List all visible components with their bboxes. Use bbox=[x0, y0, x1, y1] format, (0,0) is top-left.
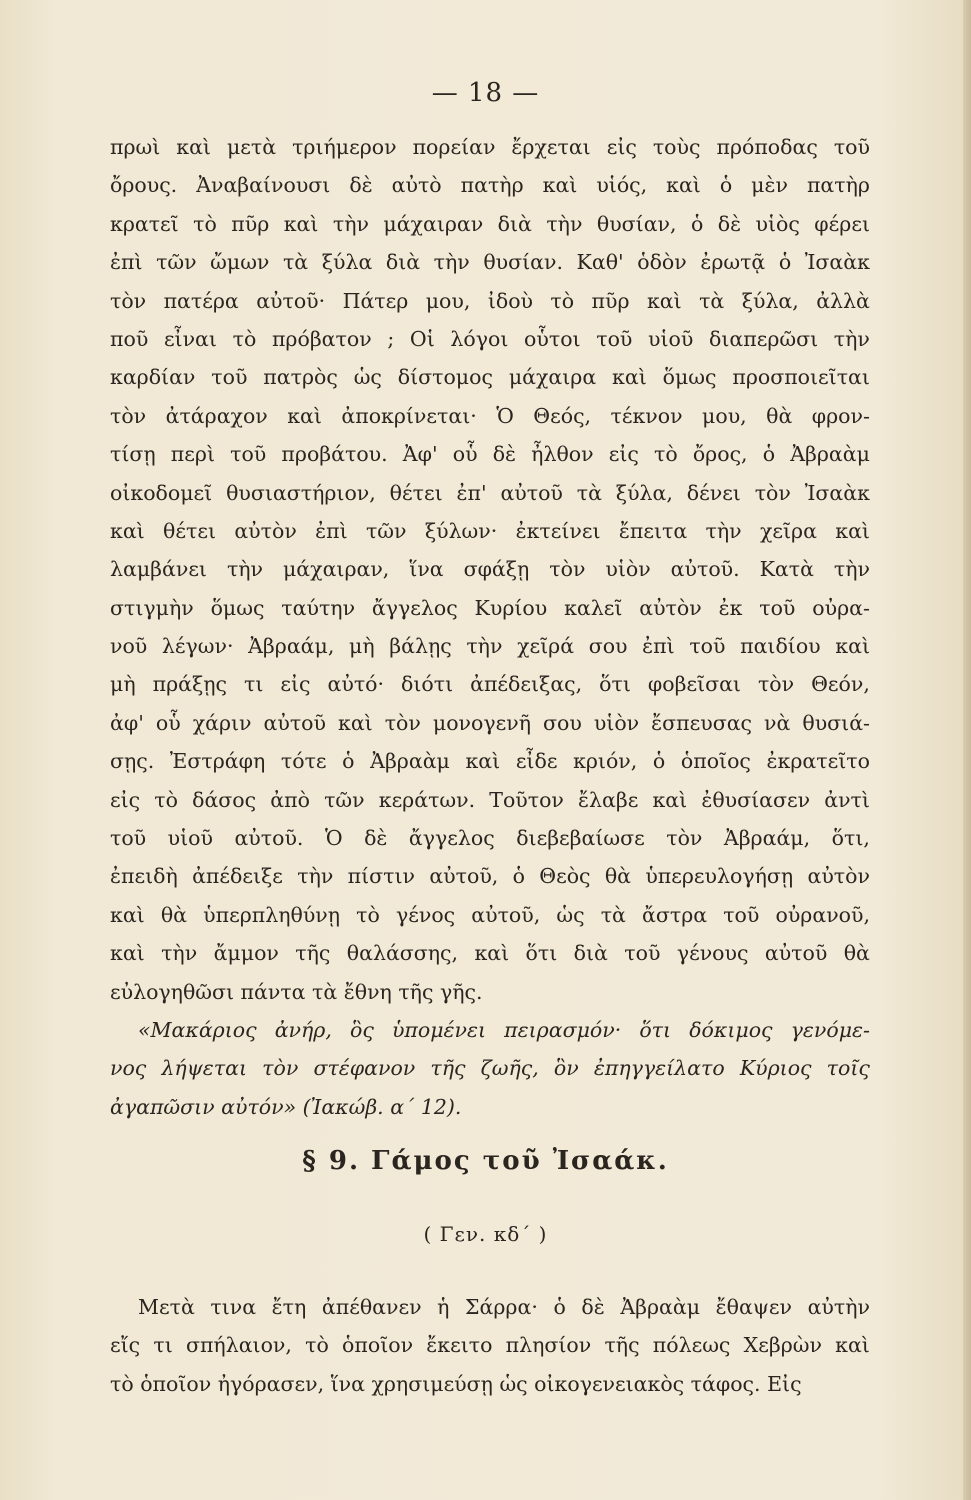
text-line: πρωὶ καὶ μετὰ τριήμερον πορείαν ἔρχεται εἰς τοὺς πρόποδας τοῦ bbox=[110, 135, 870, 159]
text-line: τίσῃ περὶ τοῦ προβάτου. Ἀφ' οὗ δὲ ἦλθον εἰς τὸ ὄρος, ὁ Ἀβραὰμ bbox=[110, 442, 870, 467]
text-line: στιγμὴν ὅμως ταύτην ἄγγελος Κυρίου καλεῖ αὐτὸν ἐκ τοῦ οὐρα- bbox=[110, 595, 870, 620]
text-line: εἰς τὸ δάσος ἀπὸ τῶν κεράτων. Τοῦτον ἔλαβε καὶ ἐθυσίασεν ἀντὶ bbox=[110, 787, 870, 812]
text-line: νοῦ λέγων· Ἀβραάμ, μὴ βάλῃς τὴν χεῖρά σου ἐπὶ τοῦ παιδίου καὶ bbox=[110, 634, 870, 659]
text-line: εἴς τι σπήλαιον, τὸ ὁποῖον ἔκειτο πλησίον τῆς πόλεως Χεβρὼν καὶ bbox=[110, 1333, 870, 1358]
text-line: καὶ τὴν ἄμμον τῆς θαλάσσης, καὶ ὅτι διὰ τοῦ γένους αὐτοῦ θὰ bbox=[110, 941, 870, 966]
text-line: σῃς. Ἐστράφη τότε ὁ Ἀβραὰμ καὶ εἶδε κριόν, ὁ ὁποῖος ἐκρατεῖτο bbox=[110, 749, 870, 774]
page-edge bbox=[963, 0, 971, 1500]
text-line: «Μακάριος ἀνήρ, ὃς ὑπομένει πειρασμόν· ὅτι δόκιμος γενόμε- bbox=[138, 1018, 870, 1042]
text-line: ἐπὶ τῶν ὤμων τὰ ξύλα διὰ τὴν θυσίαν. Καθ' ὁδὸν ἐρωτᾷ ὁ Ἰσαὰκ bbox=[110, 250, 870, 275]
text-line: τὸν ἀτάραχον καὶ ἀποκρίνεται· Ὁ Θεός, τέκνον μου, θὰ φρον- bbox=[110, 403, 870, 428]
text-line: τοῦ υἱοῦ αὐτοῦ. Ὁ δὲ ἄγγελος διεβεβαίωσε τὸν Ἀβραάμ, ὅτι, bbox=[110, 826, 870, 851]
text-line: κρατεῖ τὸ πῦρ καὶ τὴν μάχαιραν διὰ τὴν θυσίαν, ὁ δὲ υἱὸς φέρει bbox=[110, 211, 870, 236]
text-line: ἐπειδὴ ἀπέδειξε τὴν πίστιν αὐτοῦ, ὁ Θεὸς θὰ ὑπερευλογήσῃ αὐτὸν bbox=[110, 864, 870, 889]
text-line: ποῦ εἶναι τὸ πρόβατον ; Οἱ λόγοι οὗτοι τοῦ υἱοῦ διαπερῶσι τὴν bbox=[110, 326, 870, 351]
text-line: μὴ πράξῃς τι εἰς αὐτό· διότι ἀπέδειξας, ὅτι φοβεῖσαι τὸν Θεόν, bbox=[110, 672, 870, 697]
paragraph-2 bbox=[110, 1288, 870, 1403]
text-line: λαμβάνει τὴν μάχαιραν, ἵνα σφάξῃ τὸν υἱὸν αὐτοῦ. Κατὰ τὴν bbox=[110, 557, 870, 582]
text-line: τὸ ὁποῖον ἠγόρασεν, ἵνα χρησιμεύσῃ ὡς οἰκογενειακὸς τάφος. Εἰς bbox=[110, 1371, 802, 1396]
text-line: οἰκοδομεῖ θυσιαστήριον, θέτει ἐπ' αὐτοῦ τὰ ξύλα, δένει τὸν Ἰσαὰκ bbox=[110, 480, 870, 505]
text-line: τὸν πατέρα αὐτοῦ· Πάτερ μου, ἰδοὺ τὸ πῦρ καὶ τὰ ξύλα, ἀλλὰ bbox=[110, 288, 870, 313]
text-line: καὶ θὰ ὑπερπληθύνῃ τὸ γένος αὐτοῦ, ὡς τὰ ἄστρα τοῦ οὐρανοῦ, bbox=[110, 902, 870, 927]
text-line: εὐλογηθῶσι πάντα τὰ ἔθνη τῆς γῆς. bbox=[110, 979, 483, 1004]
text-line: καρδίαν τοῦ πατρὸς ὡς δίστομος μάχαιρα καὶ ὅμως προσποιεῖται bbox=[110, 365, 870, 390]
text-line: ἀγαπῶσιν αὐτόν» (Ἰακώβ. α΄ 12). bbox=[110, 1094, 462, 1119]
text-line: καὶ θέτει αὐτὸν ἐπὶ τῶν ξύλων· ἐκτείνει ἔπειτα τὴν χεῖρα καὶ bbox=[110, 518, 870, 543]
text-line: ἀφ' οὗ χάριν αὐτοῦ καὶ τὸν μονογενῆ σου υἱὸν ἔσπευσας νὰ θυσιά- bbox=[110, 710, 870, 735]
text-line: Μετὰ τινα ἔτη ἀπέθανεν ἡ Σάρρα· ὁ δὲ Ἀβραὰμ ἔθαψεν αὐτὴν bbox=[138, 1295, 870, 1319]
page-number: — 18 — bbox=[431, 78, 540, 108]
quote-block bbox=[110, 1011, 870, 1126]
scripture-reference: ( Γεν. κδ΄ ) bbox=[423, 1222, 548, 1246]
text-line: νος λήψεται τὸν στέφανον τῆς ζωῆς, ὃν ἐπηγγείλατο Κύριος τοῖς bbox=[110, 1056, 870, 1081]
paragraph-1 bbox=[110, 128, 870, 1011]
text-line: ὄρους. Ἀναβαίνουσι δὲ αὐτὸ πατὴρ καὶ υἱός, καὶ ὁ μὲν πατὴρ bbox=[110, 173, 870, 198]
section-heading: § 9. Γάμος τοῦ Ἰσαάκ. bbox=[302, 1146, 669, 1176]
